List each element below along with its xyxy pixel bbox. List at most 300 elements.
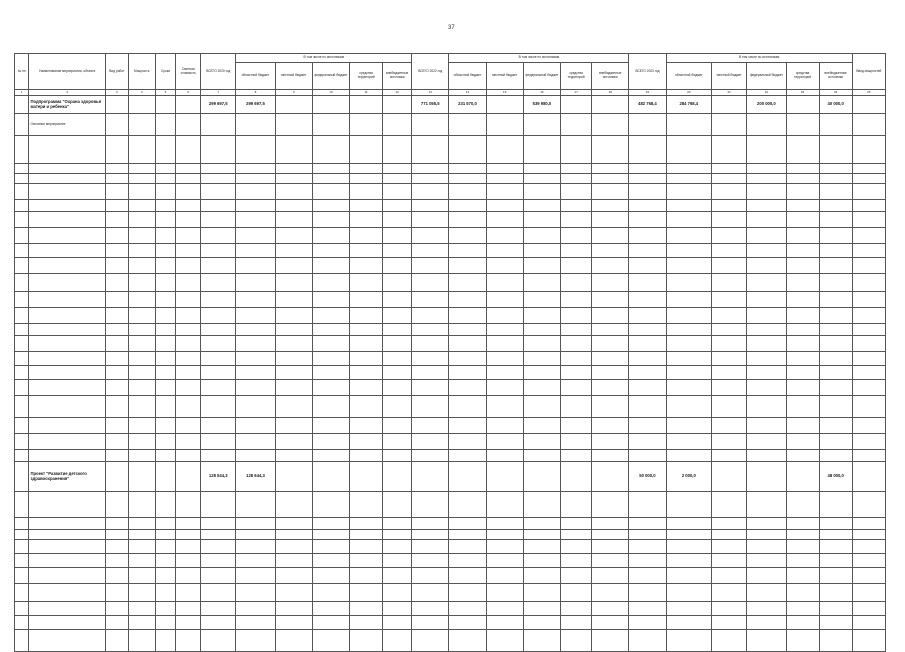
header-capacity: Мощность	[128, 54, 155, 90]
table-cell	[15, 616, 29, 630]
table-cell	[819, 530, 852, 540]
table-cell	[747, 540, 786, 554]
table-cell	[666, 174, 712, 184]
table-cell	[15, 518, 29, 530]
table-cell	[412, 258, 449, 274]
table-cell	[15, 540, 29, 554]
table-cell	[350, 450, 383, 462]
table-cell	[712, 114, 747, 136]
table-cell	[106, 434, 129, 450]
table-cell	[852, 96, 885, 114]
table-cell	[155, 450, 176, 462]
table-cell	[15, 244, 29, 258]
table-cell	[201, 630, 236, 652]
table-cell	[852, 114, 885, 136]
table-cell	[383, 292, 412, 308]
table-cell	[350, 602, 383, 616]
table-cell	[561, 174, 592, 184]
table-cell	[312, 518, 349, 530]
table-cell	[15, 258, 29, 274]
table-cell	[383, 462, 412, 492]
table-cell	[15, 292, 29, 308]
table-cell	[155, 584, 176, 602]
table-cell	[786, 554, 819, 568]
table-cell: 200 000,0	[747, 96, 786, 114]
table-cell	[201, 258, 236, 274]
table-cell	[176, 492, 201, 518]
column-number: 25	[852, 90, 885, 96]
table-cell	[852, 630, 885, 652]
column-number: 9	[275, 90, 312, 96]
table-cell	[350, 136, 383, 164]
table-cell	[412, 540, 449, 554]
table-cell	[312, 554, 349, 568]
table-cell	[486, 352, 523, 366]
table-cell	[629, 324, 666, 336]
table-cell	[201, 418, 236, 434]
table-cell	[312, 434, 349, 450]
table-cell	[712, 418, 747, 434]
table-cell	[236, 258, 275, 274]
table-cell	[592, 324, 629, 336]
header-capacity-input: Ввод мощностей	[852, 54, 885, 90]
row-name-cell	[29, 324, 106, 336]
table-cell	[350, 308, 383, 324]
header-total-2020: ВСЕГО 2020 год	[201, 54, 236, 90]
table-cell	[383, 164, 412, 174]
table-cell	[592, 602, 629, 616]
table-cell	[486, 292, 523, 308]
row-name-cell	[29, 396, 106, 418]
table-cell	[106, 308, 129, 324]
table-cell	[561, 434, 592, 450]
table-cell	[412, 164, 449, 174]
table-cell	[819, 114, 852, 136]
table-cell	[383, 244, 412, 258]
table-cell	[106, 164, 129, 174]
table-cell	[486, 554, 523, 568]
table-cell	[786, 228, 819, 244]
table-cell	[201, 200, 236, 212]
table-cell	[350, 96, 383, 114]
table-cell	[201, 396, 236, 418]
table-cell	[155, 462, 176, 492]
table-cell	[819, 258, 852, 274]
table-cell	[486, 336, 523, 352]
table-cell	[412, 352, 449, 366]
table-cell	[486, 114, 523, 136]
table-cell	[412, 602, 449, 616]
table-cell	[592, 212, 629, 228]
table-cell	[275, 540, 312, 554]
table-cell	[412, 274, 449, 292]
table-cell	[236, 292, 275, 308]
table-cell	[449, 396, 486, 418]
table-cell	[312, 164, 349, 174]
table-cell	[155, 174, 176, 184]
table-cell	[819, 274, 852, 292]
table-cell	[106, 602, 129, 616]
table-cell	[712, 258, 747, 274]
table-cell	[350, 418, 383, 434]
table-row	[15, 602, 886, 616]
table-cell	[592, 584, 629, 602]
table-cell	[236, 164, 275, 174]
table-cell	[666, 228, 712, 244]
table-cell	[592, 434, 629, 450]
table-row	[15, 244, 886, 258]
table-cell	[275, 418, 312, 434]
table-cell	[383, 336, 412, 352]
table-row	[15, 352, 886, 366]
table-cell	[383, 136, 412, 164]
column-number: 7	[201, 90, 236, 96]
table-cell	[312, 540, 349, 554]
row-name-cell	[29, 434, 106, 450]
table-cell	[523, 244, 560, 258]
table-cell	[561, 630, 592, 652]
table-row	[15, 228, 886, 244]
table-cell	[852, 324, 885, 336]
table-cell	[666, 450, 712, 462]
table-cell	[786, 164, 819, 174]
table-cell	[201, 164, 236, 174]
table-cell	[629, 630, 666, 652]
table-cell	[629, 530, 666, 540]
column-number: 5	[155, 90, 176, 96]
table-cell	[786, 174, 819, 184]
table-cell	[155, 212, 176, 228]
table-cell	[312, 352, 349, 366]
table-cell	[176, 324, 201, 336]
table-row	[15, 114, 886, 136]
table-cell	[312, 366, 349, 380]
table-cell	[201, 530, 236, 540]
table-cell	[561, 530, 592, 540]
sub-header-terr: средства территорий	[561, 63, 592, 90]
table-cell	[412, 212, 449, 228]
table-cell	[236, 244, 275, 258]
row-name-cell	[29, 164, 106, 174]
table-cell	[786, 380, 819, 396]
table-cell	[350, 380, 383, 396]
table-cell	[449, 308, 486, 324]
table-cell	[176, 336, 201, 352]
column-number: 12	[383, 90, 412, 96]
table-cell	[128, 568, 155, 584]
table-cell	[201, 434, 236, 450]
table-cell	[819, 568, 852, 584]
table-cell	[128, 96, 155, 114]
table-cell: 299 697,5	[236, 96, 275, 114]
table-cell	[275, 518, 312, 530]
table-cell	[155, 164, 176, 174]
column-number: 15	[486, 90, 523, 96]
table-cell	[176, 554, 201, 568]
table-cell	[666, 136, 712, 164]
table-cell	[786, 308, 819, 324]
table-cell	[106, 540, 129, 554]
table-cell	[486, 450, 523, 462]
table-cell	[412, 554, 449, 568]
table-cell	[712, 530, 747, 540]
table-cell	[128, 434, 155, 450]
table-cell	[592, 352, 629, 366]
table-cell	[747, 616, 786, 630]
table-cell	[592, 114, 629, 136]
sub-header-terr: средства территорий	[350, 63, 383, 90]
table-cell	[561, 584, 592, 602]
table-row	[15, 324, 886, 336]
table-cell	[176, 352, 201, 366]
table-cell	[747, 584, 786, 602]
table-cell	[486, 274, 523, 292]
table-cell	[350, 292, 383, 308]
table-cell	[523, 462, 560, 492]
table-cell	[629, 418, 666, 434]
table-cell	[236, 418, 275, 434]
table-cell	[350, 212, 383, 228]
table-cell	[15, 380, 29, 396]
table-cell	[412, 616, 449, 630]
table-cell	[449, 274, 486, 292]
table-cell	[201, 324, 236, 336]
table-cell	[412, 366, 449, 380]
table-cell	[128, 366, 155, 380]
table-cell	[666, 184, 712, 200]
table-cell	[486, 96, 523, 114]
table-cell	[561, 184, 592, 200]
table-cell	[666, 630, 712, 652]
table-cell	[523, 258, 560, 274]
table-cell	[486, 136, 523, 164]
table-cell	[819, 184, 852, 200]
table-cell: 482 768,4	[629, 96, 666, 114]
table-cell	[449, 434, 486, 450]
table-cell	[201, 308, 236, 324]
row-name-cell	[29, 554, 106, 568]
table-cell	[449, 380, 486, 396]
table-cell	[449, 292, 486, 308]
row-name-cell	[29, 292, 106, 308]
column-number: 17	[561, 90, 592, 96]
row-name-cell	[29, 540, 106, 554]
table-cell	[449, 616, 486, 630]
table-cell	[106, 518, 129, 530]
table-cell	[666, 292, 712, 308]
table-cell	[412, 244, 449, 258]
table-cell	[176, 434, 201, 450]
table-cell	[383, 274, 412, 292]
table-cell	[201, 292, 236, 308]
table-cell	[449, 602, 486, 616]
table-row	[15, 184, 886, 200]
table-cell	[629, 184, 666, 200]
sub-header-obl: областной бюджет	[236, 63, 275, 90]
table-cell	[819, 380, 852, 396]
table-cell	[312, 630, 349, 652]
table-cell	[486, 366, 523, 380]
table-cell	[128, 324, 155, 336]
table-cell	[561, 114, 592, 136]
table-cell	[275, 396, 312, 418]
table-cell	[155, 540, 176, 554]
table-cell	[155, 530, 176, 540]
table-cell	[312, 418, 349, 434]
table-cell	[561, 258, 592, 274]
table-cell	[486, 518, 523, 530]
table-cell	[412, 136, 449, 164]
table-cell	[106, 492, 129, 518]
table-cell	[236, 274, 275, 292]
table-cell	[666, 200, 712, 212]
table-cell	[176, 380, 201, 396]
table-cell	[155, 200, 176, 212]
table-cell	[383, 616, 412, 630]
table-cell	[15, 228, 29, 244]
table-cell: 771 055,5	[412, 96, 449, 114]
table-cell	[155, 258, 176, 274]
table-cell: 48 000,0	[819, 462, 852, 492]
table-cell	[312, 380, 349, 396]
table-cell	[412, 184, 449, 200]
table-cell: 40 000,0	[819, 96, 852, 114]
table-cell	[486, 396, 523, 418]
table-cell	[15, 434, 29, 450]
table-cell	[523, 630, 560, 652]
table-cell	[486, 308, 523, 324]
table-cell	[106, 114, 129, 136]
table-cell	[712, 630, 747, 652]
table-cell	[561, 212, 592, 228]
table-cell	[176, 258, 201, 274]
table-cell	[350, 554, 383, 568]
table-row	[15, 258, 886, 274]
table-cell	[486, 602, 523, 616]
table-cell	[201, 602, 236, 616]
table-cell	[176, 96, 201, 114]
table-cell	[666, 336, 712, 352]
table-cell	[275, 462, 312, 492]
table-row	[15, 366, 886, 380]
table-cell	[128, 380, 155, 396]
row-name-cell	[29, 200, 106, 212]
table-cell	[819, 396, 852, 418]
table-cell	[852, 554, 885, 568]
table-row	[15, 396, 886, 418]
table-cell	[786, 616, 819, 630]
table-cell	[486, 380, 523, 396]
table-cell	[383, 212, 412, 228]
header-estimate: Сметная стоимость	[176, 54, 201, 90]
table-cell	[852, 228, 885, 244]
table-cell	[561, 352, 592, 366]
row-name-cell	[29, 602, 106, 616]
table-cell	[412, 324, 449, 336]
table-cell	[201, 540, 236, 554]
table-cell	[852, 274, 885, 292]
table-cell	[236, 434, 275, 450]
table-cell	[155, 616, 176, 630]
table-cell	[747, 308, 786, 324]
row-name-cell	[29, 336, 106, 352]
table-cell	[786, 518, 819, 530]
table-cell	[666, 380, 712, 396]
table-cell	[412, 492, 449, 518]
table-cell	[666, 396, 712, 418]
table-row	[15, 292, 886, 308]
table-cell	[128, 584, 155, 602]
table-cell	[201, 352, 236, 366]
column-number: 20	[666, 90, 712, 96]
table-cell	[312, 200, 349, 212]
table-cell	[176, 518, 201, 530]
table-cell	[786, 292, 819, 308]
table-cell	[449, 336, 486, 352]
table-cell	[236, 352, 275, 366]
table-cell	[747, 292, 786, 308]
table-cell	[155, 274, 176, 292]
table-cell	[561, 244, 592, 258]
table-cell	[383, 630, 412, 652]
table-cell	[155, 184, 176, 200]
table-cell	[128, 244, 155, 258]
table-cell	[592, 492, 629, 518]
table-cell	[383, 450, 412, 462]
table-row	[15, 530, 886, 540]
table-cell	[155, 418, 176, 434]
table-cell	[747, 324, 786, 336]
table-cell	[747, 184, 786, 200]
table-cell	[523, 554, 560, 568]
table-cell	[747, 212, 786, 228]
table-cell	[523, 396, 560, 418]
table-cell	[275, 244, 312, 258]
table-cell	[412, 418, 449, 434]
table-cell	[786, 434, 819, 450]
table-cell	[236, 200, 275, 212]
table-cell	[106, 212, 129, 228]
table-cell: 539 980,0	[523, 96, 560, 114]
table-cell	[592, 450, 629, 462]
table-cell	[712, 396, 747, 418]
table-cell	[383, 530, 412, 540]
table-cell	[629, 568, 666, 584]
table-cell	[747, 554, 786, 568]
header-work-type: Вид работ	[106, 54, 129, 90]
table-cell	[128, 616, 155, 630]
table-cell	[747, 164, 786, 174]
table-cell: 284 768,4	[666, 96, 712, 114]
table-cell	[155, 324, 176, 336]
table-cell	[666, 244, 712, 258]
table-cell	[592, 396, 629, 418]
table-cell	[128, 492, 155, 518]
header-total-2023: ВСЕГО 2023 год	[629, 54, 666, 90]
table-cell	[712, 434, 747, 450]
table-cell	[128, 174, 155, 184]
table-cell	[449, 164, 486, 174]
table-cell	[523, 164, 560, 174]
table-cell	[312, 212, 349, 228]
sub-header-mest: местный бюджет	[275, 63, 312, 90]
table-cell	[106, 96, 129, 114]
table-cell	[15, 308, 29, 324]
table-cell	[666, 584, 712, 602]
table-cell	[275, 380, 312, 396]
table-cell	[486, 462, 523, 492]
table-cell	[201, 274, 236, 292]
